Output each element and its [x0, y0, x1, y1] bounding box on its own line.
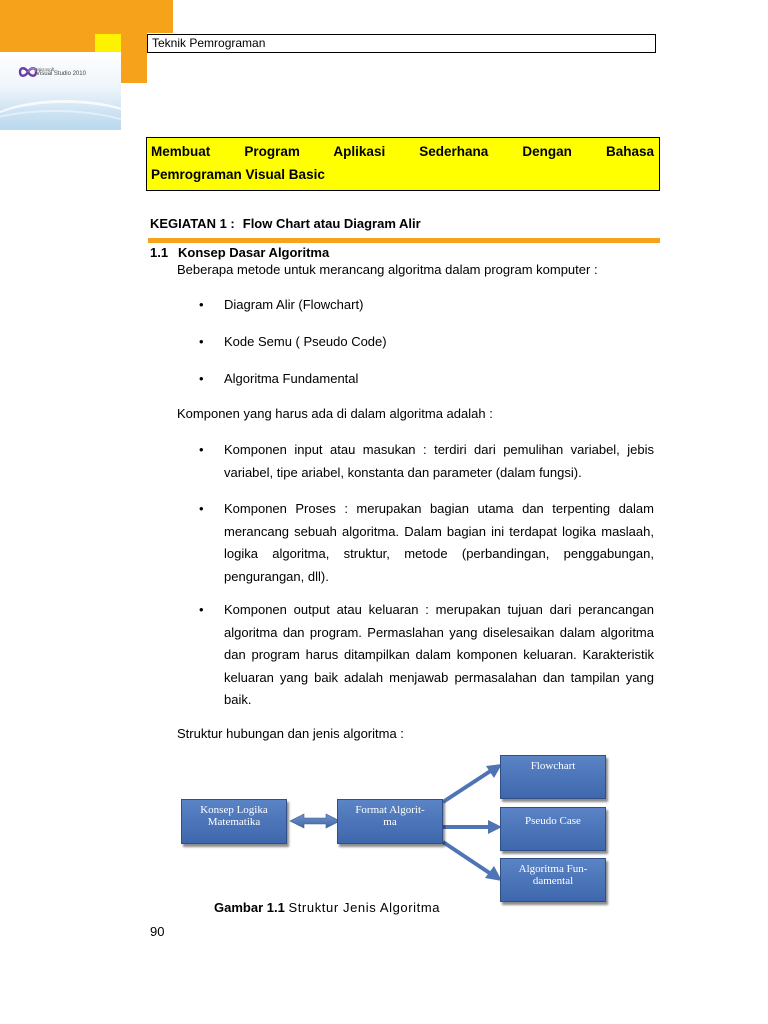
box-label: Pseudo Case [525, 815, 581, 827]
components-intro: Komponen yang harus ada di dalam algoritma adalah : [177, 406, 493, 421]
chapter-title-box [146, 137, 660, 191]
header-orange-strip-top [147, 0, 173, 33]
figure-caption-label: Gambar 1.1 [214, 900, 285, 915]
bullet-icon: • [199, 442, 204, 457]
logo-brand-text: Visual Studio 2010 [36, 71, 86, 77]
component-item: Komponen Proses : merupakan bagian utama dan terpenting dalam merancang sebuah algoritma. Dalam bagian ini terdapat logika maslaah, logika algoritma, struktur, metode (perbandingan, penggabungan, pengurangan, dll). [224, 501, 654, 584]
algorithm-structure-diagram [170, 752, 620, 912]
flowchart-box [500, 755, 606, 799]
chapter-title-line-1: Membuat Program Aplikasi Sederhana Dengan Bahasa [151, 144, 654, 159]
section-number: 1.1 [150, 245, 169, 260]
bullet-icon: • [199, 371, 204, 386]
running-header: Teknik Pemrograman [147, 34, 656, 53]
section-intro: Beberapa metode untuk merancang algoritma dalam program komputer : [177, 262, 598, 277]
box-label: Konsep Logika [200, 804, 268, 816]
box-label: damental [532, 875, 574, 887]
method-item: Kode Semu ( Pseudo Code) [224, 334, 387, 349]
bullet-icon: • [199, 297, 204, 312]
pseudo-case-box [500, 807, 606, 851]
box-label: Format Algorit- [355, 804, 425, 816]
arrow-to-pseudo-case-icon [443, 820, 502, 834]
figure-caption [214, 900, 440, 915]
bullet-icon: • [199, 501, 204, 516]
header-yellow-square [95, 34, 121, 52]
method-item: Diagram Alir (Flowchart) [224, 297, 364, 312]
box-label: ma [383, 816, 397, 828]
box-label: Flowchart [530, 760, 576, 772]
bullet-icon: • [199, 334, 204, 349]
figure-caption-text: Struktur Jenis Algoritma [288, 900, 441, 915]
component-item: Komponen output atau keluaran : merupakan tujuan dari perancangan algoritma dan program. Permaslahan yang diselesaikan dalam algoritma dan program harus ditampilkan dalam komponen keluaran. Karakteristik keluaran yang baik adalah menjawab permasalahan dan tampilan yang baik. [224, 602, 654, 707]
section-title: Konsep Dasar Algoritma [178, 245, 330, 260]
infinity-logo-icon [18, 66, 38, 78]
structure-intro: Struktur hubungan dan jenis algoritma : [177, 726, 404, 741]
bullet-icon: • [199, 602, 204, 617]
orange-divider [148, 238, 660, 243]
activity-heading [150, 216, 421, 231]
header-orange-block-large [0, 0, 147, 52]
visual-studio-logo [0, 52, 121, 130]
arrow-to-flowchart-icon [443, 764, 502, 802]
box-label: Algoritma Fun- [518, 863, 588, 875]
method-item: Algoritma Fundamental [224, 371, 359, 386]
box-label: Matematika [207, 816, 261, 828]
page-number: 90 [150, 924, 165, 939]
format-algoritma-box [337, 799, 443, 844]
activity-title: Flow Chart atau Diagram Alir [242, 216, 421, 231]
algoritma-fundamental-box [500, 858, 606, 902]
component-item: Komponen input atau masukan : terdiri dari pemulihan variabel, jebis variabel, tipe ariabel, konstanta dan parameter (dalam fungsi). [224, 442, 654, 480]
logo-microsoft-text: Microsoft [36, 67, 55, 72]
double-arrow-icon [290, 814, 340, 828]
header-orange-square-right [121, 52, 147, 83]
arrow-to-algoritma-fundamental-icon [443, 842, 502, 881]
konsep-logika-box [181, 799, 287, 844]
activity-label: KEGIATAN 1 : [150, 216, 235, 231]
chapter-title-line-2: Pemrograman Visual Basic [151, 167, 325, 182]
